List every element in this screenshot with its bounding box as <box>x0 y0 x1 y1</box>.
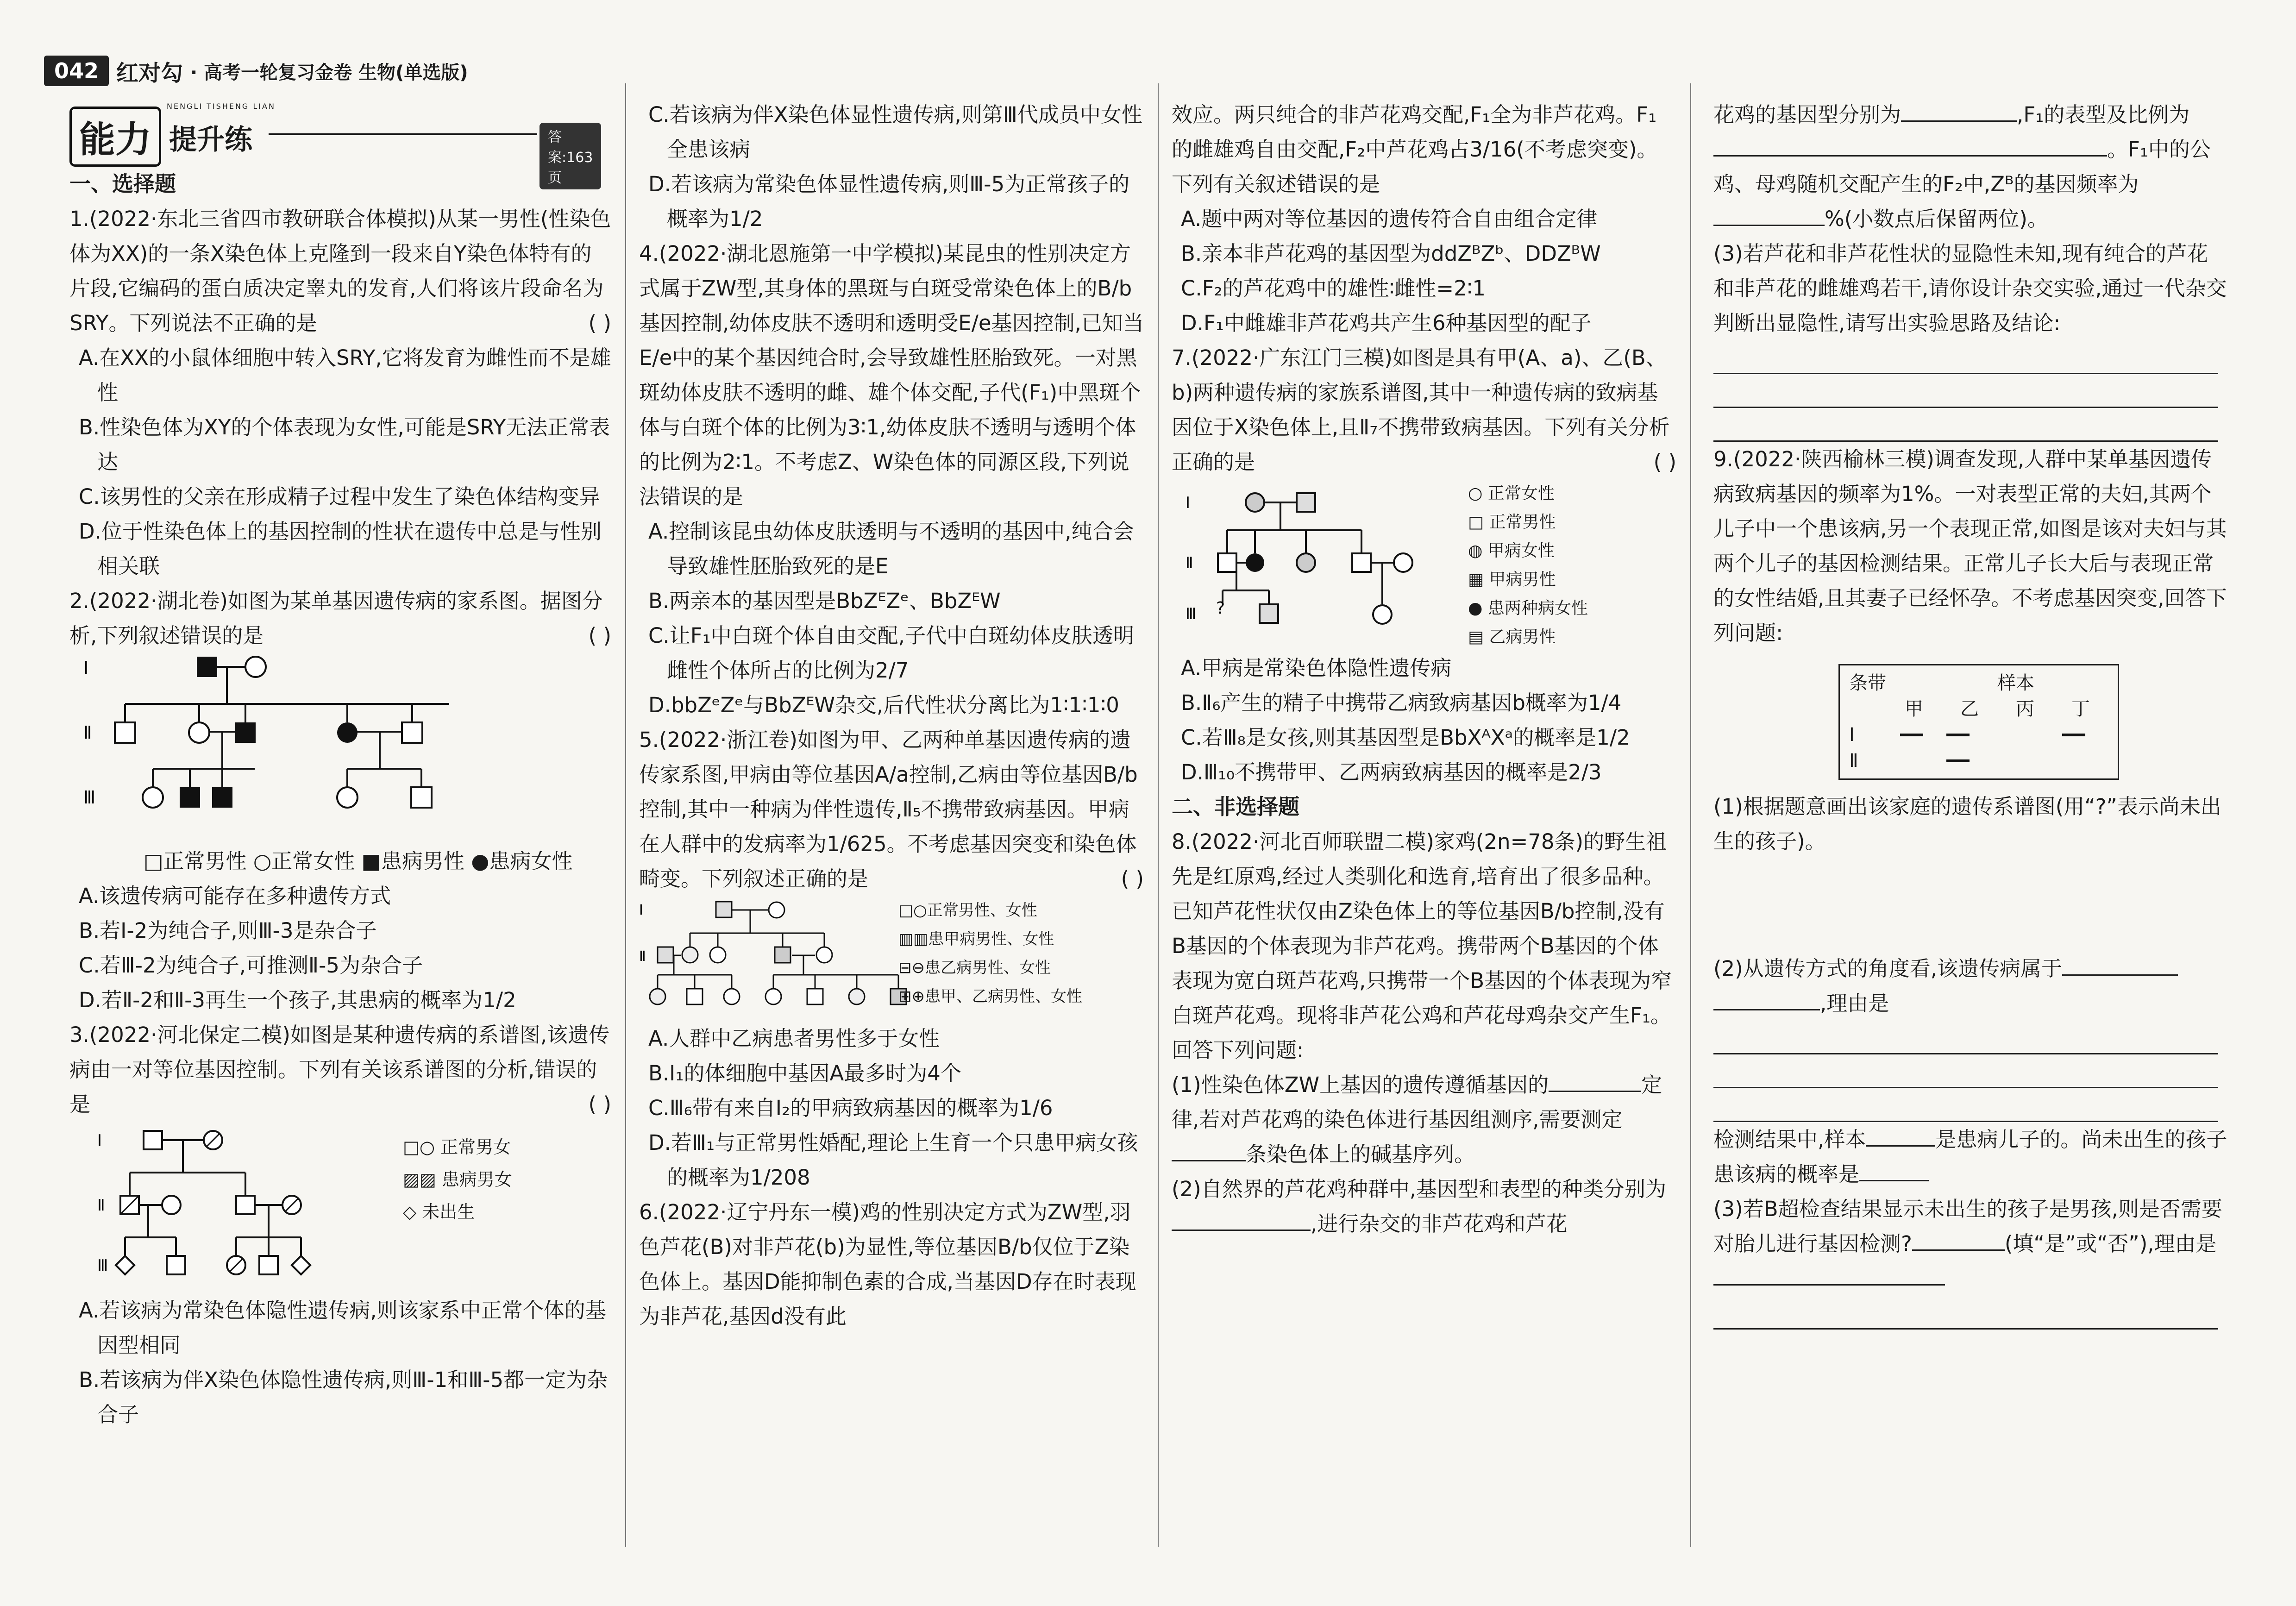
q5-legend: □○正常男性、女性 ▥▥患甲病男性、女性 ⊟⊖患乙病男性、女性 ⊞⊕患甲、乙病男性、女性 <box>898 901 1082 1006</box>
q5-option-b: B.Ⅰ₁的体细胞中基因A最多时为4个 <box>648 1061 961 1085</box>
column-divider <box>1690 83 1691 1547</box>
q4-option-c: C.让F₁中白斑个体自由交配,子代中白斑幼体皮肤透明雌性个体所占的比例为2/7 <box>648 623 1134 683</box>
q7-pedigree-chart <box>1172 479 1459 651</box>
q5-pedigree <box>639 896 1144 1021</box>
q2-pedigree <box>69 653 611 878</box>
column-1 <box>69 167 611 1432</box>
q8-part2: (2)自然界的芦花鸡种群中,基因型和表型的种类分别为,进行杂交的非芦花鸡和芦花 <box>1172 1177 1667 1236</box>
blank-field[interactable] <box>1172 1160 1246 1161</box>
svg-text:Ⅲ: Ⅲ <box>97 1256 108 1275</box>
page-number: 042 <box>44 56 109 86</box>
question-7: 7.(2022·广东江门三模)如图是具有甲(A、a)、乙(B、b)两种遗传病的家族系谱图,其中一种遗传病的致病基因位于X染色体上,且Ⅱ₇不携带致病基因。下列有关分析正确的是 ( ) <box>1172 345 1676 474</box>
q3-option-a: A.若该病为常染色体隐性遗传病,则该家系中正常个体的基因型相同 <box>79 1298 606 1357</box>
gene-test-table: 条带 样本 甲 乙 丙 丁 Ⅰ Ⅱ <box>1838 664 2119 780</box>
svg-text:Ⅱ: Ⅱ <box>1186 554 1193 572</box>
column-3 <box>1172 97 1676 1241</box>
question-8: 8.(2022·河北百师联盟二模)家鸡(2n=78条)的野生祖先是红原鸡,经过人类驯化和选育,培育出了很多品种。已知芦花性状仅由Z染色体上的等位基因B/b控制,没有B基因的个体表现为非芦花鸡。携带两个B基因的个体表现为宽白斑芦花鸡,只携带一个B基因的个体表现为窄白斑芦花鸡。现将非芦花公鸡和芦花母鸡杂交产生F₁。回答下列问题: <box>1172 829 1672 1062</box>
blank-field[interactable] <box>1713 225 1825 226</box>
blank-field[interactable] <box>1713 155 2107 157</box>
column-divider <box>625 83 626 1547</box>
q6-option-c: C.F₂的芦花鸡中的雄性∶雌性=2∶1 <box>1181 276 1486 301</box>
answer-line[interactable] <box>1713 374 2218 408</box>
brand-logo: 红对勾 <box>116 60 183 86</box>
q7-option-b: B.Ⅱ₆产生的精子中携带乙病致病基因b概率为1/4 <box>1181 690 1622 715</box>
svg-text:Ⅱ: Ⅱ <box>97 1196 105 1215</box>
blank-field[interactable] <box>1901 120 2017 122</box>
q7-pedigree <box>1172 479 1676 651</box>
q4-option-a: A.控制该昆虫幼体皮肤透明与不透明的基因中,纯合会导致雄性胚胎致死的是E <box>648 519 1134 578</box>
q1-option-b: B.性染色体为XY的个体表现为女性,可能是SRY无法正常表达 <box>79 415 610 474</box>
q9-part3: (3)若B超检查结果显示未出生的孩子是男孩,则是否需要对胎儿进行基因检测? (填“是”或“否”),理由是 <box>1713 1192 2227 1296</box>
question-9: 9.(2022·陕西榆林三模)调查发现,人群中某单基因遗传病致病基因的频率为1%。一对表型正常的夫妇,其两个儿子中一个患该病,另一个表现正常,如图是该对夫妇与其两个儿子的基因检测结果。正常儿子长大后与表现正常的女性结婚,且其妻子已经怀孕。不考虑基因突变,回答下列问题: <box>1713 447 2227 645</box>
q3-pedigree-chart <box>69 1122 403 1293</box>
q3-option-c: C.若该病为伴X染色体显性遗传病,则第Ⅲ代成员中女性全患该病 <box>648 102 1142 162</box>
svg-text:Ⅰ: Ⅰ <box>97 1131 102 1150</box>
q6-continued: 效应。两只纯合的非芦花鸡交配,F₁全为非芦花鸡。F₁的雌雄鸡自由交配,F₂中芦花鸡占3/16(不考虑突变)。下列有关叙述错误的是 <box>1172 102 1658 196</box>
q9-part2-results: 检测结果中,样本 是患病儿子的。尚未出生的孩子患该病的概率是 <box>1713 1127 2227 1186</box>
svg-text:Ⅲ: Ⅲ <box>83 787 96 808</box>
svg-text:Ⅰ: Ⅰ <box>83 658 89 678</box>
q6-option-b: B.亲本非芦花鸡的基因型为ddZᴮZᵇ、DDZᴮW <box>1181 241 1601 266</box>
q2-option-d: D.若Ⅱ-2和Ⅱ-3再生一个孩子,其患病的概率为1/2 <box>79 988 516 1012</box>
section-pinyin: NENGLI TISHENG LIAN <box>167 102 276 111</box>
blank-field[interactable] <box>1866 1145 1935 1147</box>
answer-line[interactable] <box>1713 408 2218 442</box>
question-2: 2.(2022·湖北卷)如图为某单基因遗传病的家系图。据图分析,下列叙述错误的是 ( ) <box>69 589 611 648</box>
series-title: · 高考一轮复习金卷 生物(单选版) <box>190 62 468 83</box>
svg-text:Ⅰ: Ⅰ <box>639 902 643 918</box>
q5-option-a: A.人群中乙病患者男性多于女性 <box>648 1026 940 1051</box>
q3-option-d: D.若该病为常染色体显性遗传病,则Ⅲ-5为正常孩子的概率为1/2 <box>648 172 1130 231</box>
blank-field[interactable] <box>1600 1091 1641 1092</box>
q5-option-d: D.若Ⅲ₁与正常男性婚配,理论上生育一个只患甲病女孩的概率为1/208 <box>648 1130 1138 1190</box>
q5-option-c: C.Ⅲ₆带有来自Ⅰ₂的甲病致病基因的概率为1/6 <box>648 1096 1053 1120</box>
q8-part3: (3)若芦花和非芦花性状的显隐性未知,现有纯合的芦花和非芦花的雌雄鸡若干,请你设计杂交实验,通过一代杂交判断出显隐性,请写出实验思路及结论: <box>1713 241 2227 335</box>
question-3: 3.(2022·河北保定二模)如图是某种遗传病的系谱图,该遗传病由一对等位基因控制。下列有关该系谱图的分析,错误的是 ( ) <box>69 1023 611 1117</box>
q7-legend: ○ 正常女性 □ 正常男性 ◍ 甲病女性 ▦ 甲病男性 ● 患两种病女性 ▤ 乙病男性 <box>1468 484 1588 646</box>
q9-part1: (1)根据题意画出该家庭的遗传系谱图(用“?”表示尚未出生的孩子)。 <box>1713 794 2221 853</box>
question-5: 5.(2022·浙江卷)如图为甲、乙两种单基因遗传病的遗传家系图,甲病由等位基因A/a控制,乙病由等位基因B/b控制,其中一种病为伴性遗传,Ⅱ₅不携带致病基因。甲病在人群中的发病率为1/625。不考虑基因突变和染色体畸变。下列叙述正确的是 ( ) <box>639 728 1144 891</box>
q4-option-d: D.bbZᵉZᵉ与BbZᴱW杂交,后代性状分离比为1∶1∶1∶0 <box>648 693 1119 717</box>
part-title: 一、选择题 <box>69 171 176 196</box>
svg-text:Ⅱ: Ⅱ <box>83 722 92 743</box>
blank-field[interactable] <box>1859 1180 1929 1181</box>
q3-option-b: B.若该病为伴X染色体隐性遗传病,则Ⅲ-1和Ⅲ-5都一定为杂合子 <box>79 1368 608 1427</box>
q8-part1: (1)性染色体ZW上基因的遗传遵循基因的 定律,若对芦花鸡的染色体进行基因组测序,需要测定条染色体上的碱基序列。 <box>1172 1073 1662 1167</box>
q2-option-b: B.若Ⅰ-2为纯合子,则Ⅲ-3是杂合子 <box>79 918 377 943</box>
q1-option-c: C.该男性的父亲在形成精子过程中发生了染色体结构变异 <box>79 484 600 509</box>
q1-option-a: A.在XX的小鼠体细胞中转入SRY,它将发育为雌性而不是雄性 <box>79 345 611 405</box>
blank-field[interactable] <box>2062 974 2178 976</box>
blank-field[interactable] <box>1549 1091 1600 1092</box>
answer-line[interactable] <box>1713 1088 2218 1122</box>
q7-option-a: A.甲病是常染色体隐性遗传病 <box>1181 656 1452 680</box>
q5-pedigree-chart <box>639 896 917 1021</box>
section-big-title: 能力 <box>69 107 161 167</box>
answer-line[interactable] <box>1713 1021 2218 1054</box>
svg-text:Ⅱ: Ⅱ <box>639 948 646 965</box>
answer-reference: 答案:163 页 <box>539 123 601 189</box>
q1-option-d: D.位于性染色体上的基因控制的性状在遗传中总是与性别相关联 <box>79 519 602 578</box>
q7-option-d: D.Ⅲ₁₀不携带甲、乙两病致病基因的概率是2/3 <box>1181 760 1602 784</box>
q8-part2-continued: 花鸡的基因型分别为 ,F₁的表型及比例为。F₁中的公鸡、母鸡随机交配产生的F₂中,Zᴮ的基因频率为%(小数点后保留两位)。 <box>1713 102 2211 231</box>
page-header <box>44 55 600 87</box>
q6-option-d: D.F₁中雌雄非芦花鸡共产生6种基因型的配子 <box>1181 311 1592 335</box>
section-subtitle: 提升练 <box>169 124 252 156</box>
q2-pedigree-chart <box>69 653 579 834</box>
blank-field[interactable] <box>1713 1009 1820 1010</box>
question-6: 6.(2022·辽宁丹东一模)鸡的性别决定方式为ZW型,羽色芦花(B)对非芦花(b)为显性,等位基因B/b仅位于Z染色体上。基因D能抑制色素的合成,当基因D存在时表现为非芦花,基因d没有此 <box>639 1200 1136 1329</box>
column-divider <box>1158 83 1159 1547</box>
q6-option-a: A.题中两对等位基因的遗传符合自由组合定律 <box>1181 207 1598 231</box>
q2-legend: □正常男性 ○正常女性 ■患病男性 ●患病女性 <box>144 849 573 873</box>
svg-text:Ⅰ: Ⅰ <box>1186 494 1191 512</box>
question-4: 4.(2022·湖北恩施第一中学模拟)某昆虫的性别决定方式属于ZW型,其身体的黑斑与白斑受常染色体上的B/b基因控制,幼体皮肤不透明和透明受E/e基因控制,已知当E/e中的某个基因纯合时,会导致雄性胚胎致死。一对黑斑幼体皮肤不透明的雌、雄个体交配,子代(F₁)中黑斑个体与白斑个体的比例为3∶1,幼体皮肤不透明与透明个体的比例为2∶1。不考虑Z、W染色体的同源区段,下列说法错误的是 <box>639 241 1144 509</box>
q7-option-c: C.若Ⅲ₈是女孩,则其基因型是BbXᴬXᵃ的概率是1/2 <box>1181 725 1630 750</box>
blank-field[interactable] <box>1713 1284 1945 1286</box>
answer-line[interactable] <box>1713 340 2218 374</box>
q4-option-b: B.两亲本的基因型是BbZᴱZᵉ、BbZᴱW <box>648 589 1001 613</box>
svg-text:?: ? <box>1216 599 1225 618</box>
q3-pedigree <box>69 1122 611 1293</box>
column-2 <box>639 97 1144 1334</box>
answer-line[interactable] <box>1713 1054 2218 1088</box>
q2-option-c: C.若Ⅲ-2为纯合子,可推测Ⅱ-5为杂合子 <box>79 953 423 978</box>
drawing-space[interactable] <box>1713 859 2227 951</box>
q2-option-a: A.该遗传病可能存在多种遗传方式 <box>79 884 391 908</box>
column-4 <box>1713 97 2227 1330</box>
part-title: 二、非选择题 <box>1172 794 1299 819</box>
blank-field[interactable] <box>1172 1230 1311 1231</box>
section-rule <box>269 133 537 135</box>
q9-part2: (2)从遗传方式的角度看,该遗传病属于,理由是 <box>1713 951 2227 1021</box>
svg-text:Ⅲ: Ⅲ <box>1186 605 1197 623</box>
q3-legend: □○ 正常男女 ▨▨ 患病男女 ◇ 未出生 <box>403 1137 512 1222</box>
blank-field[interactable] <box>1912 1249 2005 1251</box>
answer-line[interactable] <box>1713 1296 2218 1330</box>
question-1: 1.(2022·东北三省四市教研联合体模拟)从某一男性(性染色体为XX)的一条X染色体上克隆到一段来自Y染色体特有的片段,它编码的蛋白质决定睾丸的发育,人们将该片段命名为SRY。下列说法不正确的是 ( ) <box>69 207 611 335</box>
